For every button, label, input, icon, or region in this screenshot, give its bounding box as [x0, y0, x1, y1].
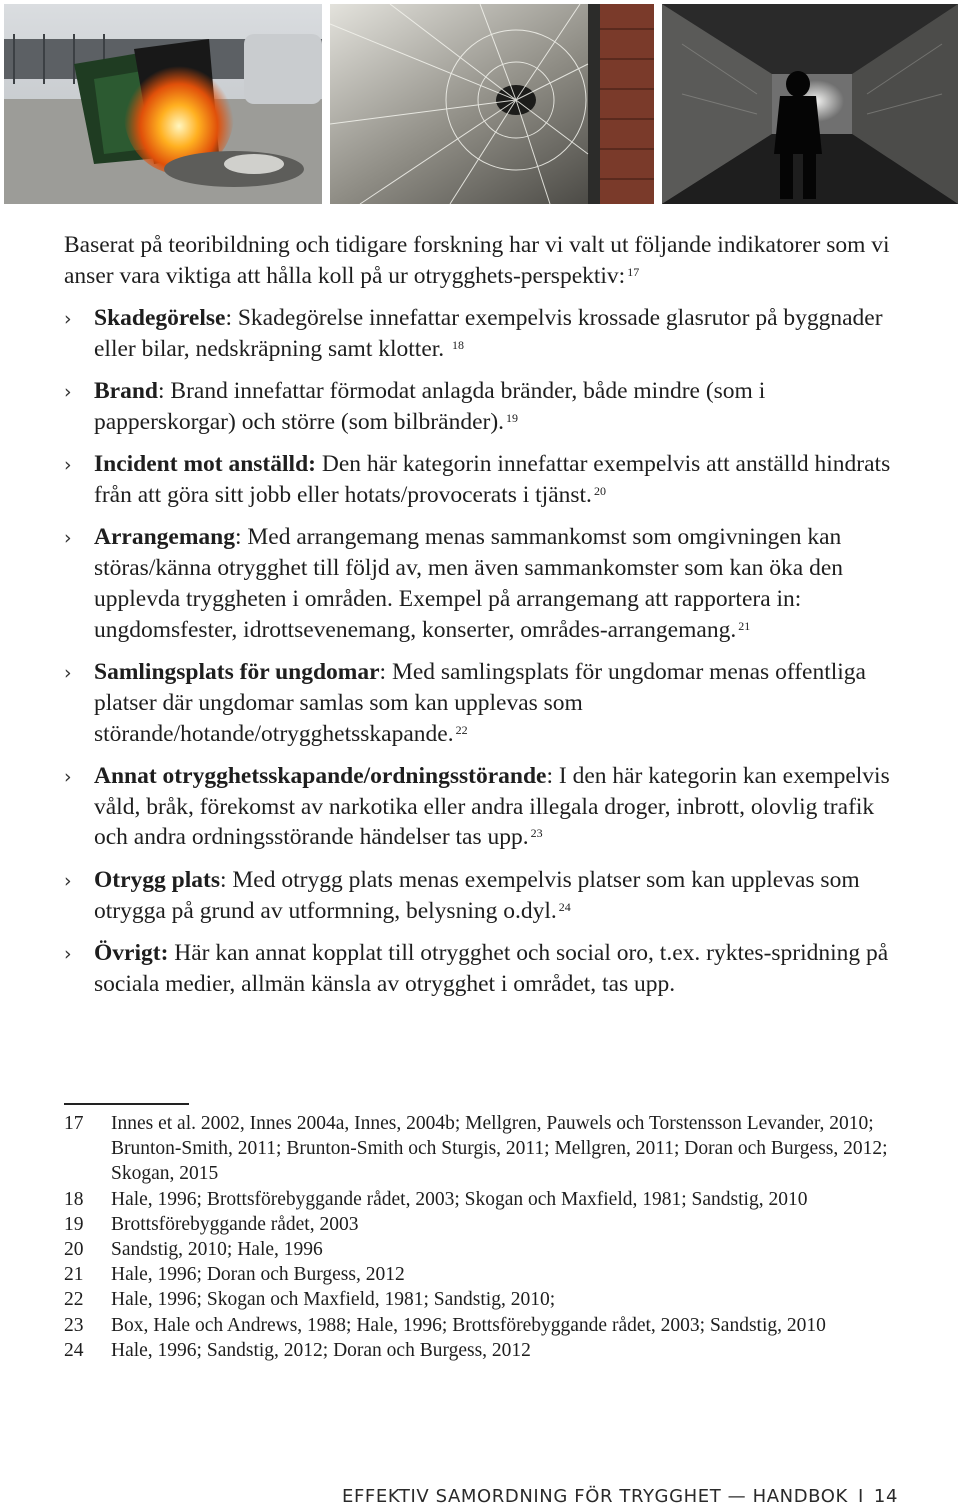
footnote-ref: 19: [506, 410, 519, 425]
chevron-right-icon: ›: [64, 308, 72, 330]
footnotes: [64, 1111, 924, 1363]
item-separator: :: [379, 658, 392, 685]
list-item: [64, 522, 904, 645]
footnote-text: Hale, 1996; Brottsförebyggande rådet, 2003; Skogan och Maxfield, 1981; Sandstig, 2010: [111, 1188, 808, 1210]
footnote: [64, 1262, 924, 1287]
item-text: I den här kategorin kan exempelvis våld, bråk, förekomst av narkotika eller andra illegala droger, inbrott, olovlig trafik och andra ordningsstörande händelser tas upp.: [94, 762, 890, 851]
list-item: [64, 376, 904, 438]
footnote-ref: 21: [738, 618, 751, 633]
footnote-ref: 17: [627, 265, 640, 279]
chevron-right-icon: ›: [64, 661, 72, 684]
list-item: [64, 449, 904, 511]
photo-burning-container: [4, 4, 322, 204]
footnote: [64, 1187, 924, 1212]
item-text: Brand innefattar förmodat anlagda bränder, både mindre (som i papperskorgar) och större (som bilbränder).: [94, 378, 766, 435]
item-term: Annat otrygghetsskapande/ordningsstörande: [94, 762, 547, 789]
chevron-right-icon: ›: [64, 381, 72, 404]
chevron-right-icon: ›: [64, 454, 72, 477]
list-item: [64, 761, 904, 853]
item-separator: :: [158, 378, 171, 405]
footnote: [64, 1212, 924, 1237]
footnote: [64, 1287, 924, 1312]
item-text: Skadegörelse innefattar exempelvis krossade glasrutor på byggnader eller bilar, nedskräpning samt klotter.: [94, 305, 883, 362]
page-footer: [342, 1486, 898, 1507]
footnote-ref: 24: [558, 899, 571, 914]
footnote-text: Hale, 1996; Skogan och Maxfield, 1981; Sandstig, 2010;: [111, 1289, 556, 1311]
footnote-text: Brottsförebyggande rådet, 2003: [111, 1213, 359, 1235]
footnote-number: 21: [64, 1264, 84, 1286]
footnote-number: 18: [64, 1188, 84, 1210]
footnote-text: Box, Hale och Andrews, 1988; Hale, 1996; Brottsförebyggande rådet, 2003; Sandstig, 2010: [111, 1314, 826, 1336]
footnote-ref: 20: [593, 483, 606, 498]
footnote-number: 20: [64, 1239, 84, 1261]
footnote-number: 22: [64, 1289, 84, 1311]
item-term: Övrigt:: [94, 939, 169, 966]
chevron-right-icon: ›: [64, 765, 72, 788]
chevron-right-icon: ›: [64, 942, 72, 965]
item-text: Med samlingsplats för ungdomar menas offentliga platser där ungdomar samlas som kan upplevas som störande/hotande/otrygghetsskapande.: [94, 658, 866, 747]
photo-strip: [0, 0, 960, 206]
footnote-number: 23: [64, 1314, 84, 1336]
list-item: [64, 865, 904, 927]
footnote-text: Innes et al. 2002, Innes 2004a, Innes, 2004b; Mellgren, Pauwels och Torstensson Levander, 2010; Brunton-Smith, 2011; Brunton-Smith och Sturgis, 2011; Mellgren, 2011; Doran och Burgess, 2012; Skogan, 2015: [111, 1113, 888, 1185]
item-term: Incident mot anställd:: [94, 451, 316, 478]
footnote-number: 17: [64, 1113, 84, 1134]
footnote-ref: 22: [455, 722, 468, 737]
item-term: Arrangemang: [94, 524, 235, 551]
main-content: [64, 230, 904, 1011]
footnote: [64, 1237, 924, 1262]
chevron-right-icon: ›: [64, 869, 72, 892]
indicator-list: [64, 303, 904, 999]
item-separator: :: [225, 305, 238, 331]
footer-title: EFFEKTIV SAMORDNING FÖR TRYGGHET — HANDBOK: [342, 1486, 848, 1507]
item-term: Brand: [94, 378, 158, 405]
footnote: [64, 1313, 924, 1338]
item-separator: :: [546, 762, 559, 789]
list-item: [64, 303, 904, 365]
chevron-right-icon: ›: [64, 527, 72, 550]
item-text: Den här kategorin innefattar exempelvis att anställd hindrats från att göra sitt jobb eller hotats/provocerats i tjänst.: [94, 451, 891, 508]
item-text: Här kan annat kopplat till otrygghet och social oro, t.ex. ryktes-spridning på sociala medier, allmän känsla av otrygghet i området, tas upp.: [94, 939, 889, 997]
item-term: Samlingsplats för ungdomar: [94, 658, 380, 685]
photo-dark-tunnel: [662, 4, 958, 204]
footnote-text: Sandstig, 2010; Hale, 1996: [111, 1239, 323, 1261]
footnote-text: Hale, 1996; Sandstig, 2012; Doran och Burgess, 2012: [111, 1339, 531, 1361]
list-item: [64, 938, 904, 1000]
footnote-number: 19: [64, 1213, 84, 1235]
page-number: 14: [873, 1486, 898, 1507]
item-separator: :: [219, 866, 233, 893]
item-term: Otrygg plats: [94, 866, 220, 893]
footnote-number: 24: [64, 1339, 84, 1361]
item-text: Med arrangemang menas sammankomst som omgivningen kan störas/känna otrygghet till följd av, men även sammankomster som kan öka den upplevda tryggheten i områden. Exempel på arrangemang att rapportera in: ungdomsfester, idrottsevenemang, konserter, områdes-arrangemang.: [94, 524, 843, 643]
item-separator: :: [234, 524, 248, 551]
photo-broken-window: [330, 4, 654, 204]
footnote-divider: [64, 1103, 189, 1105]
item-text: Med otrygg plats menas exempelvis platser som kan upplevas som otrygga på grund av utformning, belysning o.dyl.: [94, 866, 860, 924]
intro-text: Baserat på teoribildning och tidigare forskning har vi valt ut följande indikatorer som vi anser vara viktiga att hålla koll på ur otrygghets-perspektiv:: [64, 232, 890, 289]
footnote: [64, 1338, 924, 1363]
footer-separator: I: [857, 1486, 864, 1507]
footnote-ref: 23: [530, 826, 543, 841]
footnote: [64, 1111, 924, 1187]
footnote-ref: 18: [452, 337, 465, 352]
item-term: Skadegörelse: [94, 305, 226, 331]
footnote-text: Hale, 1996; Doran och Burgess, 2012: [111, 1264, 405, 1286]
list-item: [64, 657, 904, 749]
intro-paragraph: [64, 230, 904, 292]
